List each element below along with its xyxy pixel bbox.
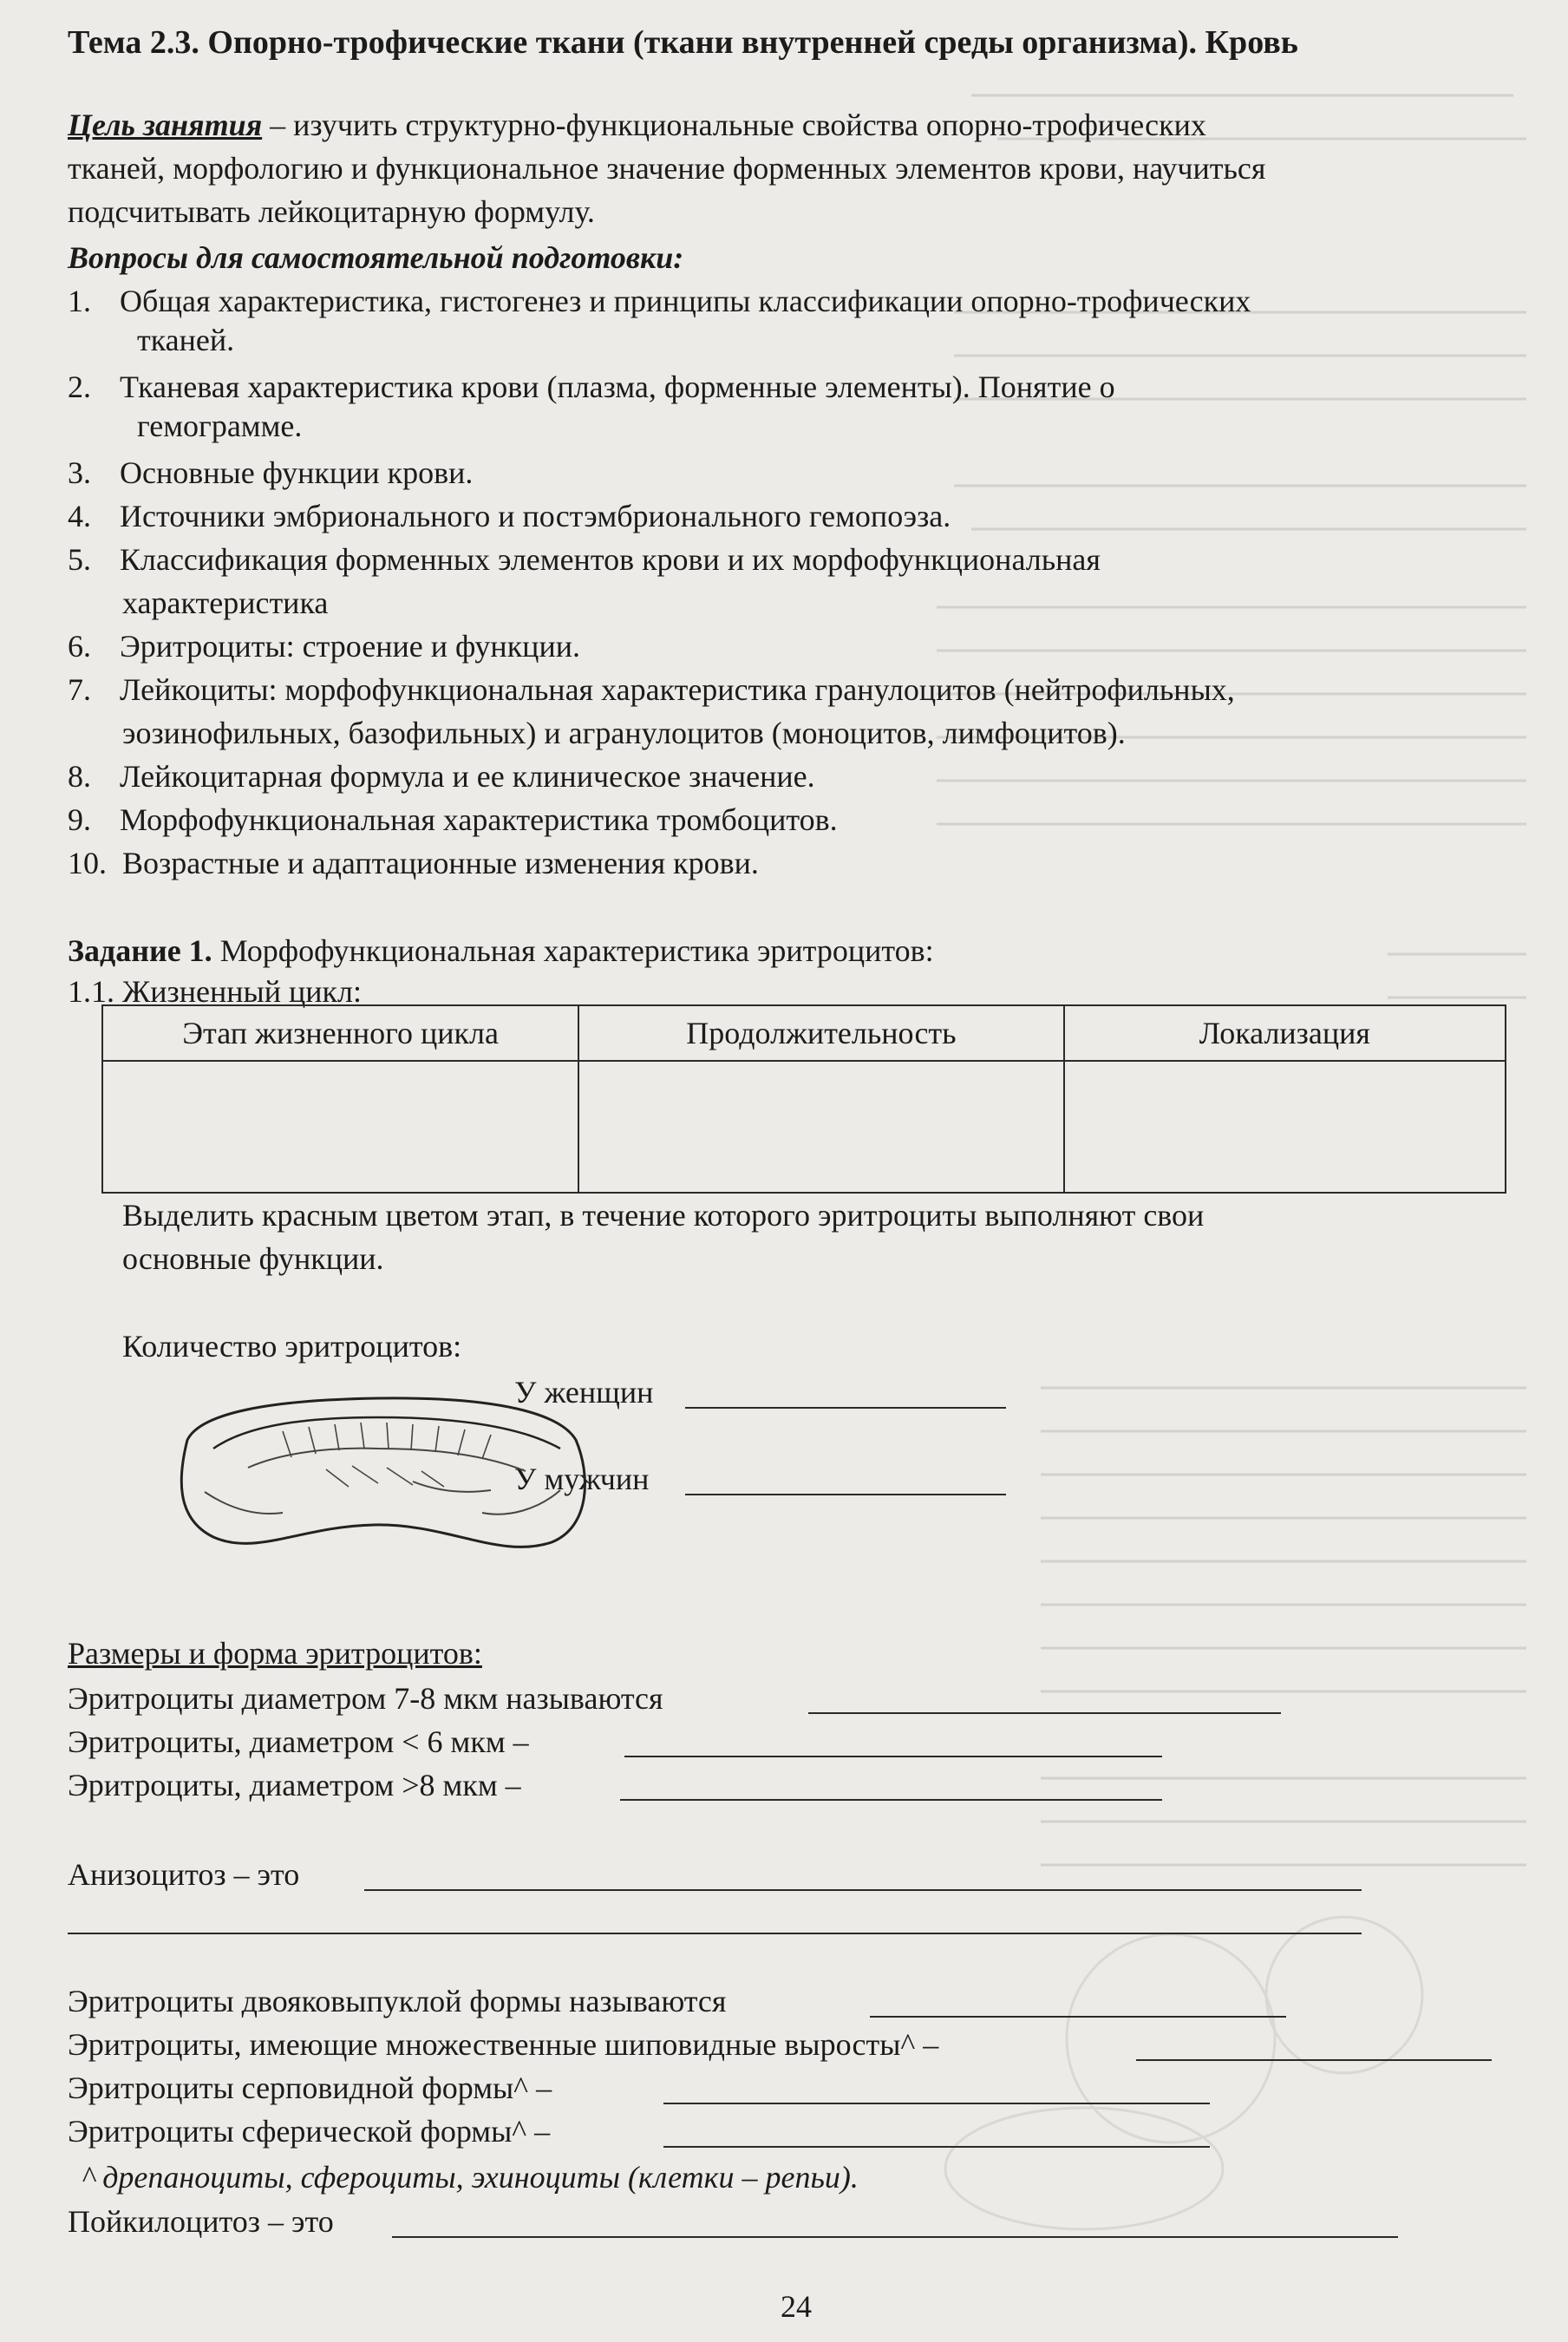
question-text: Эритроциты: строение и функции.	[120, 629, 580, 664]
task1-label: Задание 1.	[68, 933, 212, 968]
diam-lt6-label: Эритроциты, диаметром < 6 мкм –	[68, 1724, 529, 1759]
question-7	[68, 671, 1235, 708]
table-header-row	[102, 1005, 1506, 1061]
question-text: Классификация форменных элементов крови и их морфофункциональная	[120, 542, 1101, 577]
question-2	[68, 369, 1115, 405]
question-num: 2.	[68, 370, 91, 404]
diam-gt8-label: Эритроциты, диаметром >8 мкм –	[68, 1768, 521, 1802]
task1-heading	[68, 932, 934, 969]
life-cycle-label: 1.1. Жизненный цикл:	[68, 974, 362, 1009]
women-label: У женщин	[514, 1375, 654, 1410]
question-text: Источники эмбрионального и постэмбрионального гемопоэза.	[120, 499, 951, 533]
diam-7-8-label: Эритроциты диаметром 7-8 мкм называются	[68, 1681, 663, 1716]
biconcave-label: Эритроциты двояковыпуклой формы называются	[68, 1984, 727, 2018]
goal-line-1	[68, 107, 1206, 143]
anisocytosis-label: Анизоцитоз – это	[68, 1857, 300, 1892]
poikilocytosis-answer-line[interactable]	[392, 2236, 1398, 2238]
spiny-label: Эритроциты, имеющие множественные шиповидные выросты^ –	[68, 2027, 939, 2062]
table-header: Этап жизненного цикла	[102, 1005, 578, 1061]
diam-gt8-answer-line[interactable]	[620, 1799, 1162, 1801]
question-num: 7.	[68, 672, 91, 707]
question-num: 10.	[68, 846, 107, 880]
question-text: Общая характеристика, гистогенез и принципы классификации опорно-трофических	[120, 284, 1251, 318]
question-num: 1.	[68, 284, 91, 318]
highlight-instruction-2: основные функции.	[122, 1241, 384, 1276]
table-cell[interactable]	[578, 1061, 1063, 1193]
table-header: Локализация	[1064, 1005, 1506, 1061]
question-text: Лейкоциты: морфофункциональная характеристика гранулоцитов (нейтрофильных,	[120, 672, 1235, 707]
goal-label: Цель занятия	[68, 108, 263, 142]
erythrocyte-drawing-icon	[153, 1388, 604, 1570]
questions-heading: Вопросы для самостоятельной подготовки:	[68, 240, 684, 275]
spherical-label: Эритроциты сферической формы^ –	[68, 2114, 551, 2149]
table-header: Продолжительность	[578, 1005, 1063, 1061]
spherical-answer-line[interactable]	[663, 2146, 1210, 2148]
sickle-label: Эритроциты серповидной формы^ –	[68, 2071, 552, 2105]
question-4	[68, 498, 951, 534]
table-cell[interactable]	[1064, 1061, 1506, 1193]
question-9	[68, 801, 838, 838]
question-2-cont: гемограмме.	[137, 409, 303, 443]
count-heading: Количество эритроцитов:	[122, 1329, 462, 1364]
question-5-cont: характеристика	[122, 586, 329, 620]
men-answer-line[interactable]	[685, 1494, 1006, 1495]
question-7-cont: эозинофильных, базофильных) и агранулоцитов (моноцитов, лимфоцитов).	[122, 716, 1126, 750]
question-num: 8.	[68, 759, 91, 794]
goal-text-1: – изучить структурно-функциональные свойства опорно-трофических	[262, 108, 1206, 142]
question-1-cont: тканей.	[137, 323, 235, 357]
question-3	[68, 455, 473, 491]
diam-lt6-answer-line[interactable]	[624, 1756, 1162, 1757]
question-text: Тканевая характеристика крови (плазма, форменные элементы). Понятие о	[120, 370, 1115, 404]
question-num: 6.	[68, 629, 91, 664]
women-answer-line[interactable]	[685, 1407, 1006, 1409]
question-text: Возрастные и адаптационные изменения крови.	[122, 846, 759, 880]
spiny-answer-line[interactable]	[1136, 2059, 1492, 2061]
table-cell[interactable]	[102, 1061, 578, 1193]
diam-7-8-answer-line[interactable]	[808, 1712, 1281, 1714]
men-label: У мужчин	[514, 1462, 650, 1496]
shape-footnote: ^ дрепаноциты, сфероциты, эхиноциты (клетки – репьи).	[82, 2160, 859, 2195]
question-8	[68, 758, 815, 795]
question-num: 5.	[68, 542, 91, 577]
question-text: Морфофункциональная характеристика тромбоцитов.	[120, 802, 838, 837]
question-6	[68, 628, 580, 664]
question-1	[68, 283, 1251, 319]
page-number: 24	[781, 2289, 812, 2324]
table-row	[102, 1061, 1506, 1193]
question-num: 9.	[68, 802, 91, 837]
question-num: 3.	[68, 455, 91, 490]
task1-text: Морфофункциональная характеристика эритроцитов:	[212, 933, 934, 968]
anisocytosis-answer-line-2[interactable]	[68, 1933, 1362, 1934]
sickle-answer-line[interactable]	[663, 2103, 1210, 2104]
life-cycle-table	[101, 1004, 1506, 1194]
anisocytosis-answer-line[interactable]	[364, 1889, 1362, 1891]
sizes-heading: Размеры и форма эритроцитов:	[68, 1636, 482, 1671]
question-5	[68, 541, 1101, 578]
page-title: Тема 2.3. Опорно-трофические ткани (ткани внутренней среды организма). Кровь	[68, 24, 1298, 61]
question-10	[68, 845, 759, 881]
question-text: Лейкоцитарная формула и ее клиническое значение.	[120, 759, 815, 794]
highlight-instruction-1: Выделить красным цветом этап, в течение которого эритроциты выполняют свои	[122, 1198, 1205, 1233]
goal-line-2: тканей, морфологию и функциональное значение форменных элементов крови, научиться	[68, 151, 1266, 186]
biconcave-answer-line[interactable]	[870, 2016, 1286, 2018]
goal-line-3: подсчитывать лейкоцитарную формулу.	[68, 194, 595, 229]
question-text: Основные функции крови.	[120, 455, 474, 490]
question-num: 4.	[68, 499, 91, 533]
poikilocytosis-label: Пойкилоцитоз – это	[68, 2204, 334, 2239]
